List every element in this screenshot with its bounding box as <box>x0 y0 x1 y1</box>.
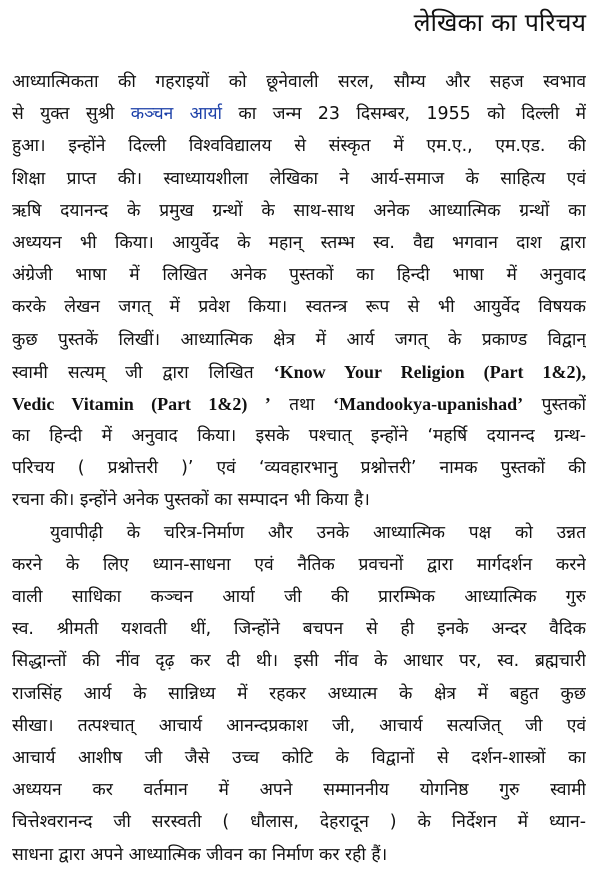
book-title-english: Vedic Vitamin (Part 1&2) ’ <box>12 393 271 414</box>
text-line: अध्ययन कर वर्तमान में अपने सम्माननीय योगनिष्ठ गुरु स्वामी <box>12 780 586 801</box>
text-segment: स्वामी सत्यम् जी द्वारा लिखित <box>12 362 274 383</box>
paragraph-2 <box>12 517 586 871</box>
text-line: आध्यात्मिकता की गहराइयों को छूनेवाली सरल, सौम्य और सहज स्वभाव <box>12 72 586 92</box>
text-line: सिद्धान्तों की नींव दृढ़ कर दी थी। इसी नींव के आधार पर, स्व. ब्रह्मचारी <box>12 651 586 672</box>
text-line: हुआ। इन्होंने दिल्ली विश्वविद्यालय से संस्कृत में एम.ए., एम.एड. की <box>12 136 586 157</box>
author-name: कञ्चन आर्या <box>130 104 223 125</box>
text-segment: का जन्म 23 दिसम्बर, 1955 को दिल्ली में <box>222 104 586 125</box>
text-line: स्व. श्रीमती यशवती थीं, जिन्होंने बचपन से ही इनके अन्दर वैदिक <box>12 619 586 640</box>
text-line: करके लेखन जगत् में प्रवेश किया। स्वतन्त्र रूप से भी आयुर्वेद विषयक <box>12 297 586 318</box>
text-line: परिचय ( प्रश्नोत्तरी )’ एवं ‘व्यवहारभानु प्रश्नोत्तरी’ नामक पुस्तकों की <box>12 458 586 479</box>
text-line: कुछ पुस्तकें लिखीं। आध्यात्मिक क्षेत्र में आर्य जगत् के प्रकाण्ड विद्वान् <box>12 329 586 350</box>
page-title: लेखिका का परिचय <box>413 8 586 37</box>
author-introduction-text <box>12 66 586 871</box>
text-line: सीखा। तत्पश्चात् आचार्य आनन्दप्रकाश जी, आचार्य सत्यजित् जी एवं <box>12 715 586 736</box>
text-line: शिक्षा प्राप्त की। स्वाध्यायशीला लेखिका ने आर्य-समाज के साहित्य एवं <box>12 168 586 189</box>
text-line: अध्ययन भी किया। आयुर्वेद के महान् स्तम्भ स्व. वैद्य भगवान दाश द्वारा <box>12 232 586 253</box>
text-line: का हिन्दी में अनुवाद किया। इसके पश्चात् इन्होंने ‘महर्षि दयानन्द ग्रन्थ- <box>12 426 586 447</box>
paragraph-1 <box>12 66 586 517</box>
text-line: चित्तेश्वरानन्द जी सरस्वती ( धौलास, देहरादून ) के निर्देशन में ध्यान- <box>12 812 586 833</box>
text-line <box>12 98 586 130</box>
text-line: ऋषि दयानन्द के प्रमुख ग्रन्थों के साथ-साथ अनेक आध्यात्मिक ग्रन्थों का <box>12 200 586 221</box>
book-title-english: ‘Know Your Religion (Part 1&2), <box>273 361 586 382</box>
text-line: राजसिंह आर्य के सान्निध्य में रहकर अध्यात्म के क्षेत्र में बहुत कुछ <box>12 683 586 704</box>
book-title-english: ‘Mandookya-upanishad’ <box>333 393 524 414</box>
text-line: वाली साधिका कञ्चन आर्या जी की प्रारम्भिक आध्यात्मिक गुरु <box>12 587 586 607</box>
text-line: रचना की। इन्होंने अनेक पुस्तकों का सम्पादन भी किया है। <box>12 490 370 511</box>
text-line: आचार्य आशीष जी जैसे उच्च कोटि के विद्वानों से दर्शन-शास्त्रों का <box>12 747 586 768</box>
text-segment: पुस्तकों <box>523 394 586 415</box>
text-line <box>12 356 586 388</box>
text-line: अंग्रेजी भाषा में लिखित अनेक पुस्तकों का हिन्दी भाषा में अनुवाद <box>12 265 586 286</box>
text-line: युवापीढ़ी के चरित्र-निर्माण और उनके आध्यात्मिक पक्ष को उन्नत <box>50 522 586 543</box>
text-line: करने के लिए ध्यान-साधना एवं नैतिक प्रवचनों द्वारा मार्गदर्शन करने <box>12 554 586 575</box>
text-segment: से युक्त सुश्री <box>12 104 131 125</box>
text-line: साधना द्वारा अपने आध्यात्मिक जीवन का निर्माण कर रही हैं। <box>12 844 388 865</box>
text-line <box>12 388 586 420</box>
text-segment: तथा <box>270 394 334 415</box>
